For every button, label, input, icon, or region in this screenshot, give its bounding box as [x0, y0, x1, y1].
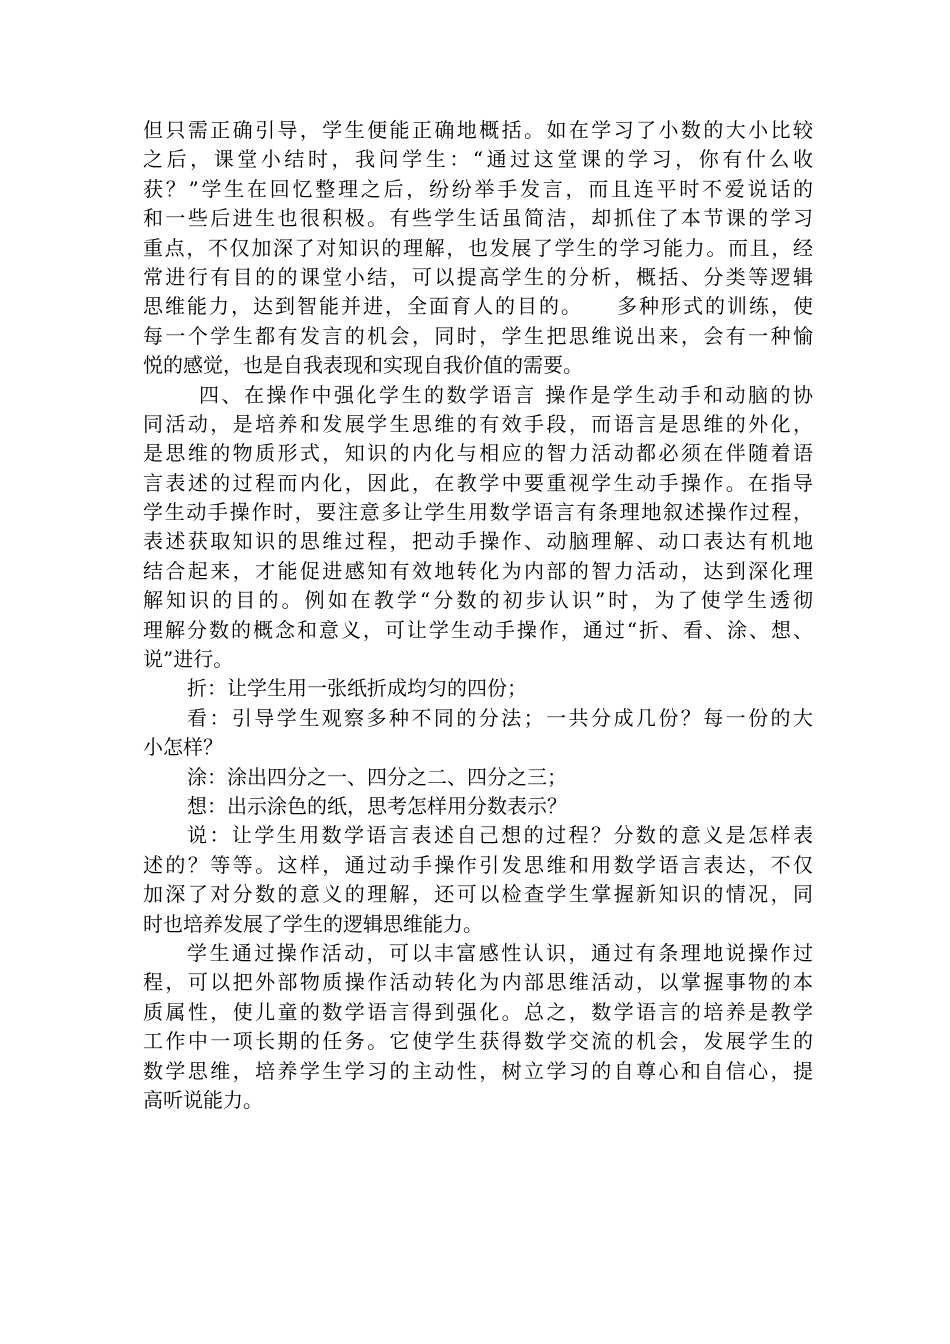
- text-line: 质属性，使儿童的数学语言得到强化。总之，数学语言的培养是教学: [143, 999, 813, 1024]
- step-look-line: 看：引导学生观察多种不同的分法；一共分成几份？每一份的大: [187, 705, 813, 730]
- text-line: 小怎样？: [143, 735, 223, 760]
- step-think-line: 想：出示涂色的纸，思考怎样用分数表示？: [187, 793, 567, 818]
- text-line: 结合起来，才能促进感知有效地转化为内部的智力活动，达到深化理: [143, 558, 813, 583]
- text-line: 高听说能力。: [143, 1087, 263, 1112]
- text-line: 和一些后进生也很积极。有些学生话虽简洁，却抓住了本节课的学习: [143, 206, 813, 231]
- step-paint-line: 涂：涂出四分之一、四分之二、四分之三；: [187, 764, 567, 789]
- text-line: 获？”学生在回忆整理之后，纷纷举手发言，而且连平时不爱说话的: [143, 176, 813, 201]
- text-line: 之后，课堂小结时，我问学生：“通过这堂课的学习，你有什么收: [143, 147, 813, 172]
- text-line: 言表述的过程而内化，因此，在教学中要重视学生动手操作。在指导: [143, 470, 813, 495]
- step-say-line: 说：让学生用数学语言表述自己想的过程？分数的意义是怎样表: [187, 823, 813, 848]
- text-line: 同活动，是培养和发展学生思维的有效手段，而语言是思维的外化，: [143, 411, 813, 436]
- text-line: 加深了对分数的意义的理解，还可以检查学生掌握新知识的情况，同: [143, 882, 813, 907]
- text-line: 数学思维，培养学生学习的主动性，树立学习的自尊心和自信心，提: [143, 1058, 813, 1083]
- text-line: 思维能力，达到智能并进，全面育人的目的。 多种形式的训练，使: [143, 294, 813, 319]
- document-body: [143, 116, 813, 1115]
- text-line: 学生通过操作活动，可以丰富感性认识，通过有条理地说操作过: [187, 940, 813, 965]
- text-line: 述的？等等。这样，通过动手操作引发思维和用数学语言表达，不仅: [143, 852, 813, 877]
- text-line: 常进行有目的的课堂小结，可以提高学生的分析，概括、分类等逻辑: [143, 264, 813, 289]
- text-line: 时也培养发展了学生的逻辑思维能力。: [143, 911, 483, 936]
- text-line: 重点，不仅加深了对知识的理解，也发展了学生的学习能力。而且，经: [143, 235, 813, 260]
- section-heading-line: 四、在操作中强化学生的数学语言 操作是学生动手和动脑的协: [199, 382, 813, 407]
- text-line: 说”进行。: [143, 647, 234, 672]
- text-line: 是思维的物质形式，知识的内化与相应的智力活动都必须在伴随着语: [143, 441, 813, 466]
- text-line: 悦的感觉，也是自我表现和实现自我价值的需要。: [143, 353, 583, 378]
- text-line: 工作中一项长期的任务。它使学生获得数学交流的机会，发展学生的: [143, 1029, 813, 1054]
- text-line: 解知识的目的。例如在教学“分数的初步认识”时，为了使学生透彻: [143, 588, 813, 613]
- text-line: 学生动手操作时，要注意多让学生用数学语言有条理地叙述操作过程，: [143, 500, 813, 525]
- text-line: 程，可以把外部物质操作活动转化为内部思维活动，以掌握事物的本: [143, 970, 813, 995]
- text-line: 理解分数的概念和意义，可让学生动手操作，通过“折、看、涂、想、: [143, 617, 813, 642]
- step-fold-line: 折：让学生用一张纸折成均匀的四份；: [187, 676, 527, 701]
- text-line: 但只需正确引导，学生便能正确地概括。如在学习了小数的大小比较: [143, 118, 813, 142]
- text-line: 表述获取知识的思维过程，把动手操作、动脑理解、动口表达有机地: [143, 529, 813, 554]
- text-line: 每一个学生都有发言的机会，同时，学生把思维说出来，会有一种愉: [143, 323, 813, 348]
